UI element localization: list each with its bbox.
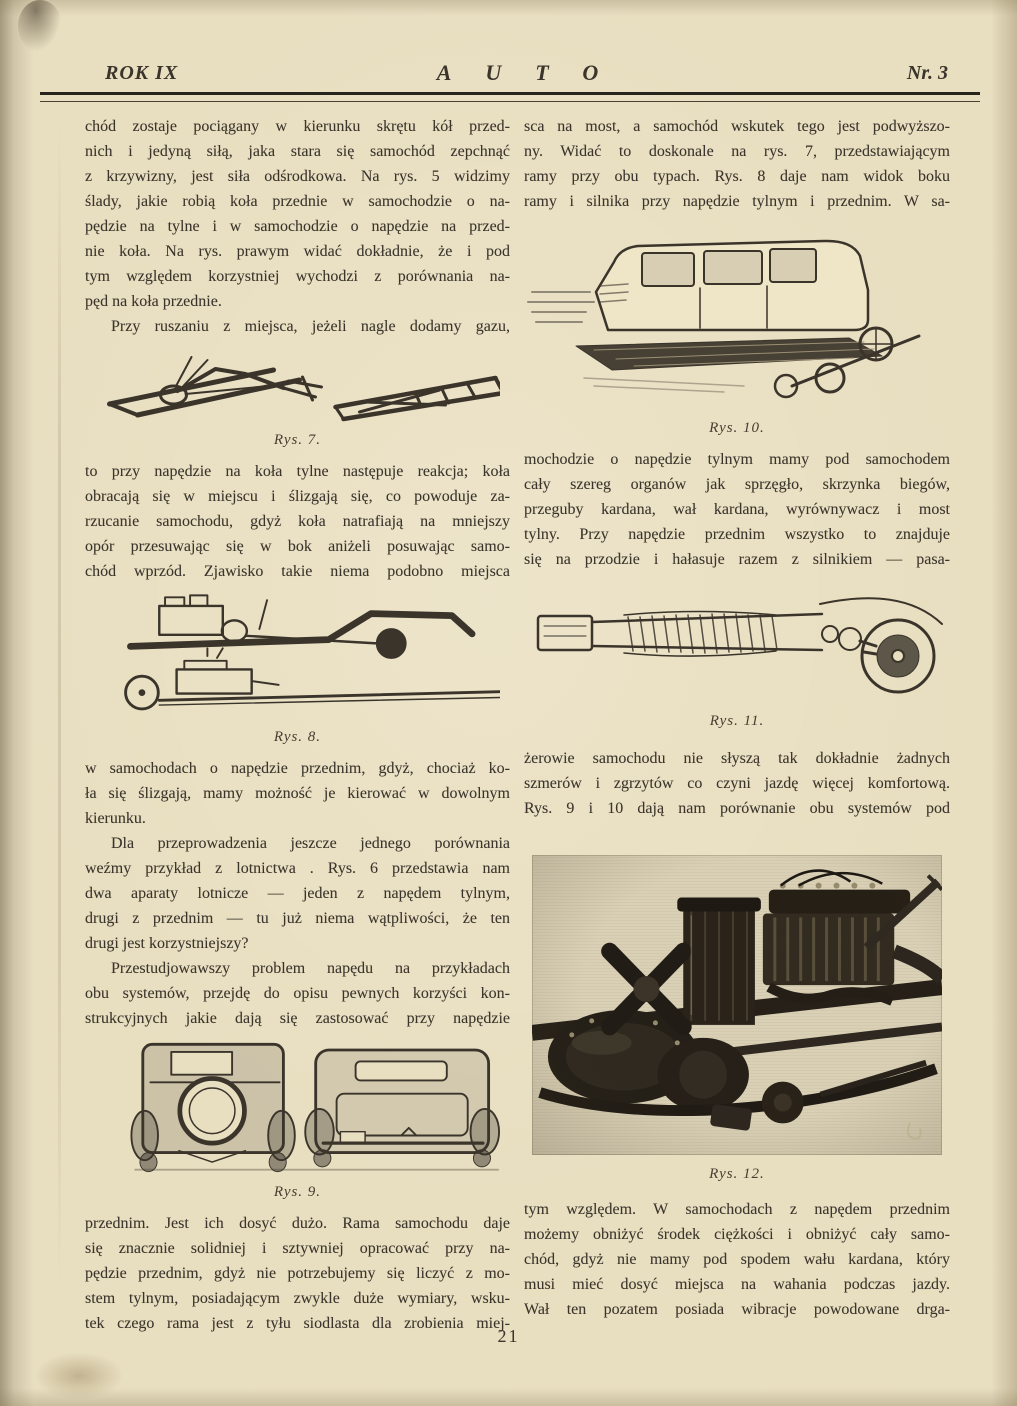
scan-shadow-right	[991, 0, 1017, 1406]
paragraph: w samochodach o napędzie przednim, gdyż, chociaż ko- ła się ślizgają, mamy możność je kierować w dowolnym kierunku.	[85, 760, 510, 827]
figure-caption: Rys. 10.	[709, 420, 765, 436]
chassis-side-views-illustration	[115, 590, 500, 722]
figure-caption: Rys. 12.	[709, 1166, 765, 1182]
right-column	[524, 114, 950, 1322]
paper-crease	[58, 120, 61, 1286]
paragraph: tym względem. W samochodach z napędem przednim możemy obniżyć środek ciężkości i obniżyć cały samo- chód, gdyż nie mamy pod spodem wału kardana, który musi mieć dosyć miejsca na wahania podczas jazdy. Wał ten pozatem posiada wibracje powodowane drga-	[524, 1201, 950, 1318]
figure-caption: Rys. 7.	[273, 432, 322, 448]
engine-unit-photograph	[532, 855, 942, 1155]
paragraph: przednim. Jest ich dosyć dużo. Rama samochodu daje się znacznie solidniej i sztywniej opracować przy na- pędzie przednim, gdyż nie potrzebujemy się liczyć z mo- stem tylnym, posiadającym zwykle duże wymiary, wsku- tek czego rama jest z tyłu siodlasta dla zrobienia miej-	[85, 1215, 510, 1332]
volume-label: ROK IX	[105, 62, 179, 84]
figure-caption: Rys. 11.	[709, 713, 765, 729]
figure-rys-12	[524, 855, 950, 1183]
paragraph: żerowie samochodu nie słyszą tak dokładnie żadnych szmerów i zgrzytów co czyni jazdę więcej komfortową. Rys. 9 i 10 dają nam porównanie obu systemów pod	[524, 750, 950, 817]
paragraph: to przy napędzie na koła tylne następuje reakcja; koła obracają się w miejscu i ślizgają się, co powoduje za- rzucanie samochodu, gdyż koła natrafiają na mniejszy opór przesuwając się w bok aniżeli posuwając samo- chód wprzód. Zjawisko takie niema podobno miejsca	[85, 463, 510, 580]
masthead-rule	[40, 92, 980, 102]
paragraph-continuation: sca na most, a samochód wskutek tego jest podwyższo- ny. Widać to doskonale na rys. 7, przedstawiającym ramy przy obu typach. Rys. 8 daje nam widok boku ramy i silnika przy napędzie tylnym i przednim. W sa-	[524, 118, 950, 210]
issue-number: Nr. 3	[906, 62, 948, 84]
scan-shadow-bottom	[0, 1388, 1017, 1406]
figure-rys-8	[85, 590, 510, 746]
paragraph: Dla przeprowadzenia jeszcze jednego porównania weźmy przykład z lotnictwa . Rys. 6 przedstawia nam dwa aparaty lotnicze — jeden z napędem tylnym, drugi z przednim — tu już niema wątpliwości, że ten drugi jest korzystniejszy?	[85, 835, 510, 952]
paragraph: mochodzie o napędzie tylnym mamy pod samochodem cały szereg organów jak sprzęgło, skrzynka biegów, przeguby kardana, wał kardana, wyrównywacz i most tylny. Przy napędzie przednim wszystko to znajduje się na przodzie i hałasuje razem z silnikiem — pasa-	[524, 451, 950, 568]
scan-shadow-left	[0, 0, 34, 1406]
left-column	[85, 114, 510, 1336]
car-rear-views-illustration	[120, 1037, 500, 1177]
paragraph-continuation: chód zostaje pociągany w kierunku skrętu kół przed- nich i jedyną siłą, jaka stara się samochód zepchnąć z krzywizny, jest siła odśrodkowa. Na rys. 5 widzimy ślady, jakie robią koła przednie w samochodzie o na- pędzie na tylne i w samochodzie o napędzie na przed- nie koła. Na rys. prawym widać dokładnie, że i pod tym względem korzystniej wychodzi z porównania na- pęd na koła przednie.	[85, 118, 510, 310]
figure-rys-10	[524, 228, 950, 437]
page-number: 21	[497, 1326, 520, 1346]
paper-stain	[34, 1352, 124, 1400]
paragraph: Przestudjowawszy problem napędu na przykładach obu systemów, przejdę do opisu pewnych korzyści kon- strukcyjnych jakie dają się zastosować przy napędzie	[85, 960, 510, 1027]
masthead	[85, 60, 950, 90]
figure-caption: Rys. 8.	[273, 729, 322, 745]
scan-shadow-top	[0, 0, 1017, 16]
paragraph: Przy ruszaniu z miejsca, jeżeli nagle dodamy gazu,	[111, 318, 510, 335]
figure-rys-9	[85, 1037, 510, 1201]
figure-caption: Rys. 9.	[273, 1184, 322, 1200]
corner-blotch	[18, 0, 62, 52]
figure-rys-7	[85, 345, 510, 449]
magazine-title: AUTO	[436, 60, 633, 85]
car-body-and-chassis-illustration	[524, 228, 944, 413]
chassis-frames-illustration	[95, 345, 500, 425]
figure-rys-11	[524, 594, 950, 730]
engine-unit-photo-content	[532, 855, 942, 1155]
front-drive-chassis-illustration	[524, 594, 944, 706]
